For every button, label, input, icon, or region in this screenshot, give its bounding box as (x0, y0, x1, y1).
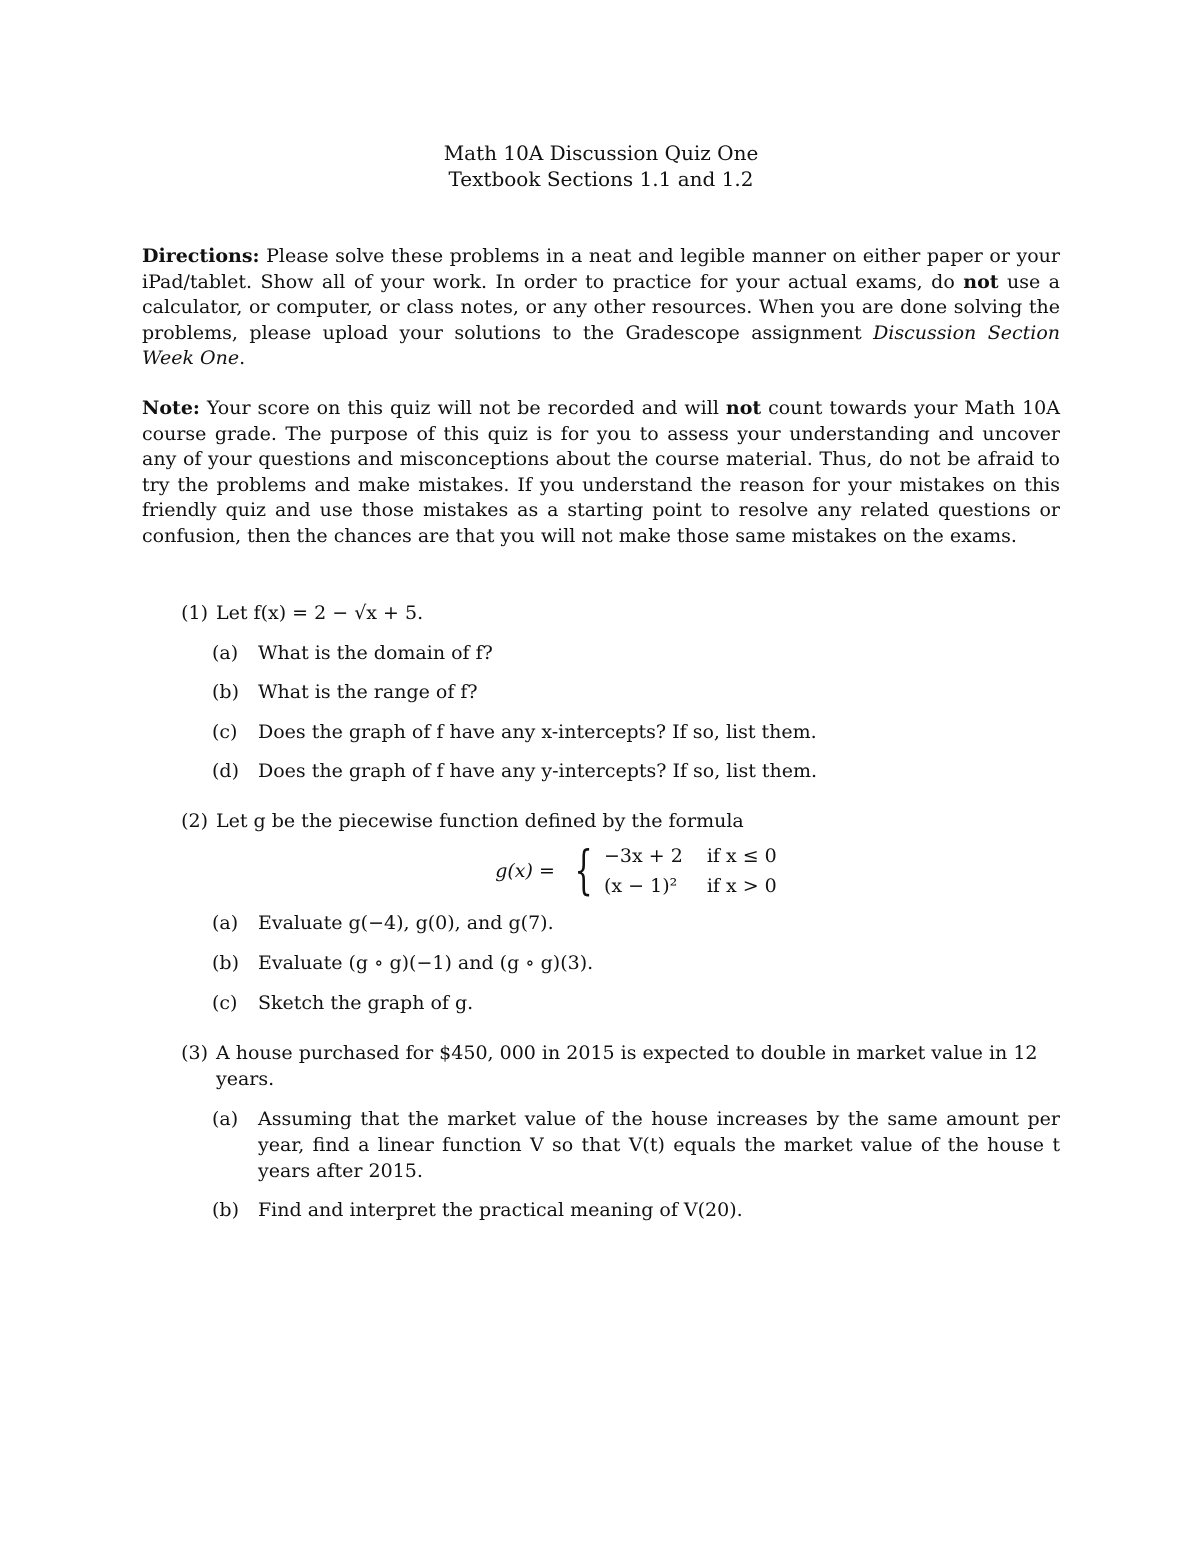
note-text-1: Your score on this quiz will not be recorded and will (206, 396, 719, 419)
part-text: Does the graph of f have any y-intercepts? If so, list them. (258, 760, 818, 783)
problem-parts (212, 910, 1060, 1015)
directions-text-1: Please solve these problems in a neat and legible manner on either paper or your iPad/tablet. Show all of your work. In order to practice for your actual exams, do (142, 245, 1060, 293)
problem-part (212, 679, 1060, 705)
directions-paragraph (142, 244, 1060, 372)
case-2-expression: (x − 1)² (604, 875, 678, 898)
assignment-name: Discussion Section Week One (142, 321, 1060, 370)
problem-1 (142, 600, 1060, 785)
problem-part (212, 758, 1060, 784)
problem-part (212, 950, 1060, 976)
formula-lhs: g(x) = (495, 860, 555, 883)
note-label: Note: (142, 396, 200, 419)
problem-part (212, 910, 1060, 936)
part-text: Assuming that the market value of the house increases by the same amount per year, find a linear function V so that V(t) equals the market value of the house t years after 2015. (258, 1107, 1060, 1182)
problem-statement: A house purchased for $450, 000 in 2015 is expected to double in market value in 12 years. (216, 1041, 1038, 1090)
problem-part (212, 990, 1060, 1016)
part-text: Evaluate (g ∘ g)(−1) and (g ∘ g)(3). (258, 951, 594, 974)
problem-statement: Let f(x) = 2 − √x + 5. (216, 601, 424, 624)
note-paragraph (142, 396, 1060, 550)
case-1-expression: −3x + 2 (604, 845, 683, 868)
problem-3 (142, 1040, 1060, 1224)
part-label: (b) (212, 1199, 239, 1222)
directions-label: Directions: (142, 245, 260, 267)
problem-part (212, 719, 1060, 745)
directions-not: not (963, 270, 999, 293)
part-label: (c) (212, 991, 238, 1014)
document-subtitle: Textbook Sections 1.1 and 1.2 (448, 167, 754, 191)
directions-text-3: . (239, 347, 246, 370)
part-label: (a) (212, 641, 239, 664)
part-label: (d) (212, 760, 239, 783)
problem-number: (2) (181, 810, 208, 833)
document-title: Math 10A Discussion Quiz One (443, 141, 759, 165)
problem-part (212, 1197, 1060, 1223)
part-label: (b) (212, 951, 239, 974)
part-label: (b) (212, 681, 239, 704)
case-2-condition: if x > 0 (706, 875, 777, 898)
note-text-2: count towards your Math 10A course grade. The purpose of this quiz is for you to assess your understanding and uncover any of your questions and misconceptions about the course material. Thus, do not be afraid to try the problems and make mistakes. If you understand the reason for your mistakes on this friendly quiz and use those mistakes as a starting point to resolve any related questions or confusion, then the chances are that you will not make those same mistakes on the exams. (142, 396, 1060, 547)
left-brace: { (574, 841, 593, 902)
problem-parts (212, 640, 1060, 785)
part-text: Sketch the graph of g. (258, 991, 474, 1014)
problem-number: (1) (181, 601, 208, 624)
part-text: Does the graph of f have any x-intercepts? If so, list them. (258, 720, 817, 743)
piecewise-formula (212, 842, 1060, 900)
formula-cases (604, 842, 777, 900)
part-text: Find and interpret the practical meaning of V(20). (258, 1199, 743, 1222)
directions-text-2: use a calculator, or computer, or class notes, or any other resources. When you are done solving the problems, please upload your solutions to the Gradescope assignment (142, 270, 1061, 344)
problem-parts (212, 1106, 1060, 1224)
note-not: not (725, 396, 762, 419)
quiz-page (142, 140, 1060, 1237)
problem-2 (142, 808, 1060, 1015)
part-text: What is the domain of f? (258, 641, 493, 664)
part-text: What is the range of f? (258, 681, 478, 704)
problem-part (212, 1106, 1060, 1184)
problem-number: (3) (181, 1041, 208, 1064)
case-1-condition: if x ≤ 0 (706, 845, 777, 868)
part-text: Evaluate g(−4), g(0), and g(7). (258, 912, 554, 935)
problem-part (212, 640, 1060, 666)
problem-statement: Let g be the piecewise function defined by the formula (216, 810, 744, 833)
part-label: (a) (212, 912, 239, 935)
part-label: (a) (212, 1107, 239, 1130)
part-label: (c) (212, 720, 238, 743)
